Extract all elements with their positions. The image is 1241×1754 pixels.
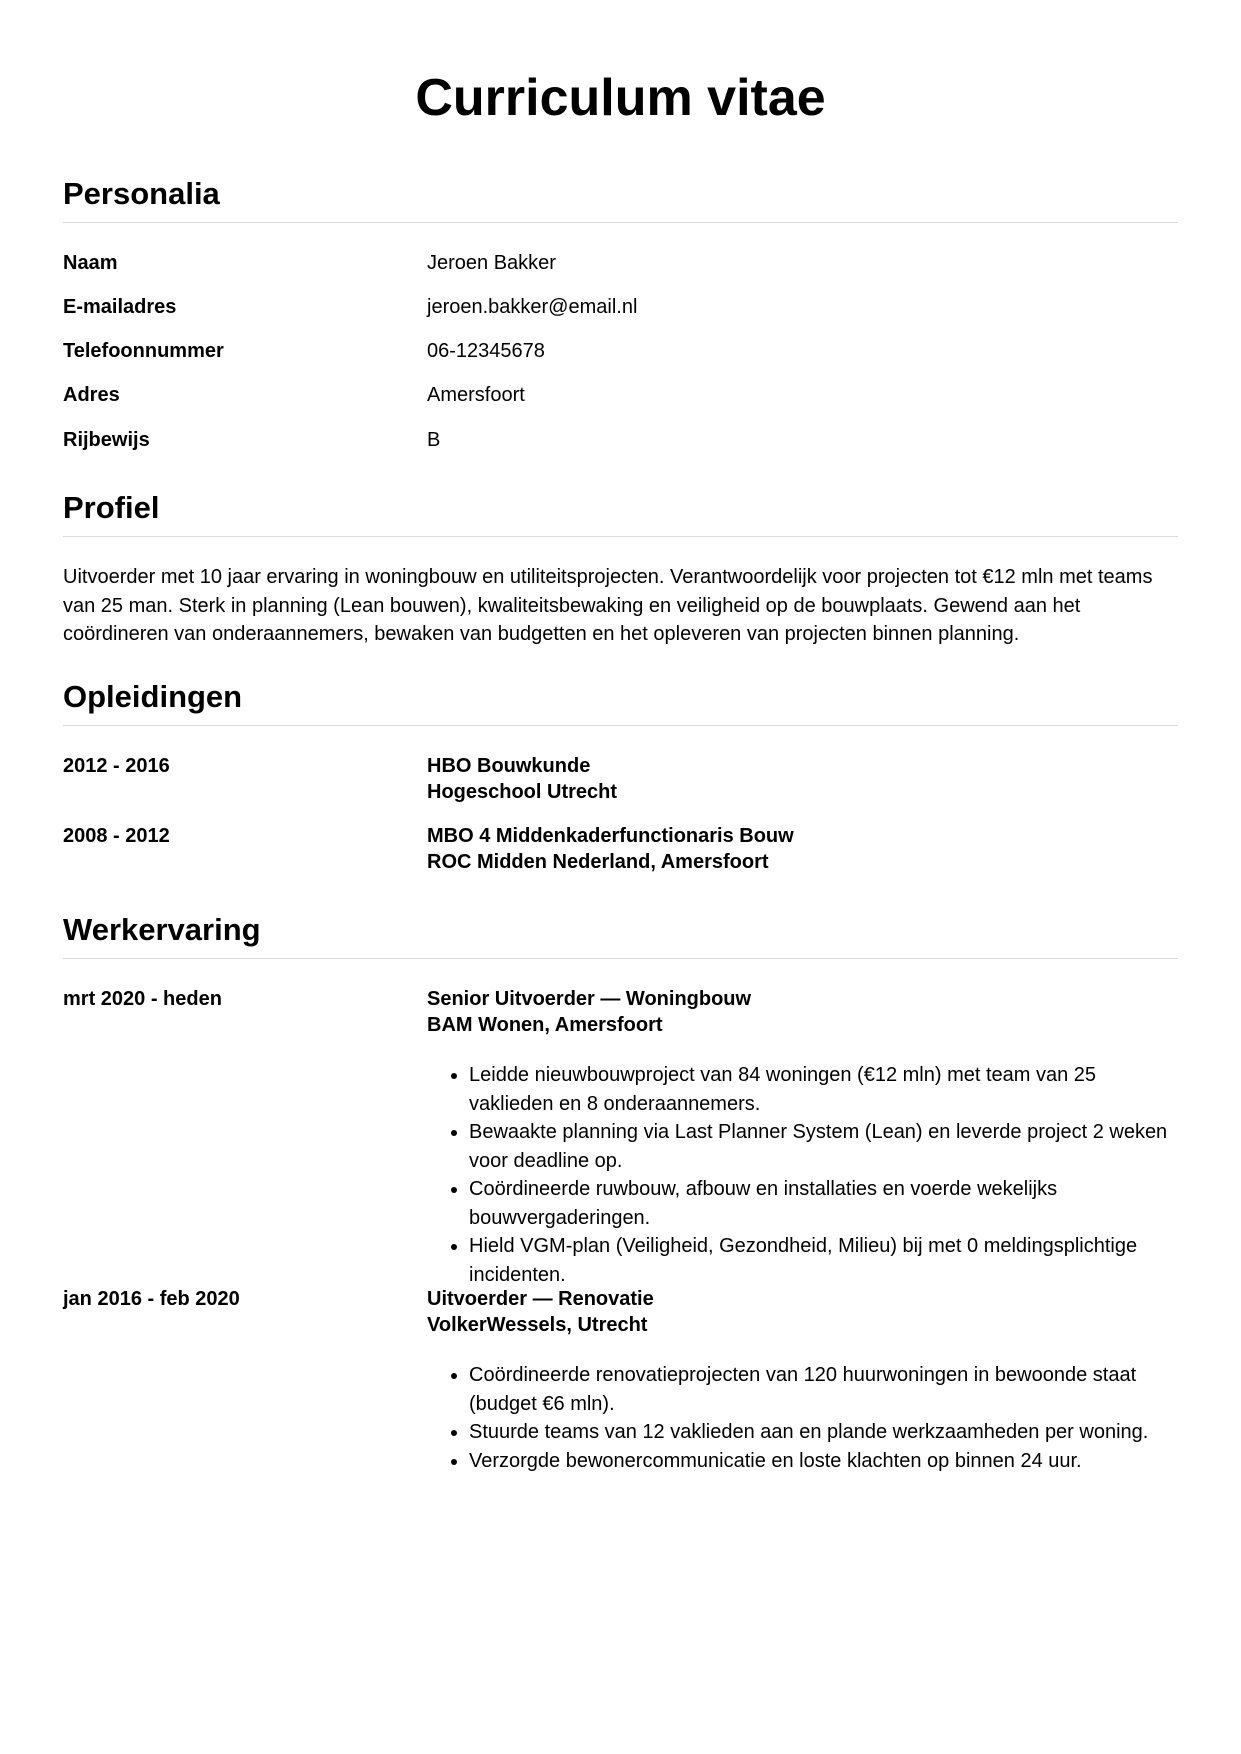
- education-degree: HBO Bouwkunde: [427, 755, 591, 777]
- section-title-profiel: Profiel: [63, 490, 160, 525]
- work-bullet: • Bewaakte planning via Last Planner System (Lean) en leverde project 2 weken voor deadline op.: [469, 1118, 1178, 1175]
- education-degree: MBO 4 Middenkaderfunctionaris Bouw: [427, 825, 794, 847]
- work-bullet: • Stuurde teams van 12 vaklieden aan en plande werkzaamheden per woning.: [469, 1418, 1178, 1447]
- section-title-opleidingen: Opleidingen: [63, 679, 243, 714]
- personalia-value: 06-12345678: [427, 340, 545, 362]
- work-bullet: • Coördineerde renovatieprojecten van 120 huurwoningen in bewoonde staat (budget €6 mln).: [469, 1361, 1178, 1418]
- work-bullet: • Coördineerde ruwbouw, afbouw en installaties en voerde wekelijks bouwvergaderingen.: [469, 1175, 1178, 1232]
- work-period: mrt 2020 - heden: [63, 988, 222, 1010]
- personalia-value: jeroen.bakker@email.nl: [427, 296, 638, 318]
- section-divider: [63, 222, 1178, 223]
- section-divider: [63, 958, 1178, 959]
- education-school: Hogeschool Utrecht: [427, 781, 618, 803]
- education-school: ROC Midden Nederland, Amersfoort: [427, 851, 769, 873]
- personalia-label: Rijbewijs: [63, 429, 150, 451]
- work-bullet: • Verzorgde bewonercommunicatie en loste klachten op binnen 24 uur.: [469, 1447, 1178, 1476]
- work-company: BAM Wonen, Amersfoort: [427, 1014, 663, 1036]
- work-bullets: [427, 1361, 1178, 1475]
- section-title-werkervaring: Werkervaring: [63, 912, 261, 947]
- work-period: jan 2016 - feb 2020: [63, 1288, 240, 1310]
- personalia-value: B: [427, 429, 441, 451]
- section-divider: [63, 725, 1178, 726]
- education-period: 2008 - 2012: [63, 825, 170, 847]
- personalia-label: E-mailadres: [63, 296, 177, 318]
- document-title: Curriculum vitae: [415, 69, 826, 127]
- education-period: 2012 - 2016: [63, 755, 170, 777]
- work-bullets: [427, 1061, 1178, 1289]
- personalia-value: Amersfoort: [427, 384, 525, 406]
- profile-text: Uitvoerder met 10 jaar ervaring in woningbouw en utiliteitsprojecten. Verantwoordelijk voor projecten tot €12 mln met teams van 25 man. Sterk in planning (Lean bouwen), kwaliteitsbewaking en veiligheid op de bouwplaats. Gewend aan het coördineren van onderaannemers, bewaken van budgetten en het opleveren van projecten binnen planning.: [63, 566, 1153, 645]
- personalia-label: Adres: [63, 384, 120, 406]
- work-bullet: • Hield VGM-plan (Veiligheid, Gezondheid, Milieu) bij met 0 meldingsplichtige incidenten.: [469, 1232, 1178, 1289]
- personalia-label: Telefoonnummer: [63, 340, 224, 362]
- section-title-personalia: Personalia: [63, 176, 220, 211]
- work-role: Uitvoerder — Renovatie: [427, 1288, 654, 1310]
- personalia-value: Jeroen Bakker: [427, 252, 556, 274]
- personalia-label: Naam: [63, 252, 118, 274]
- work-company: VolkerWessels, Utrecht: [427, 1314, 648, 1336]
- work-bullet: • Leidde nieuwbouwproject van 84 woningen (€12 mln) met team van 25 vaklieden en 8 onderaannemers.: [469, 1061, 1178, 1118]
- section-divider: [63, 536, 1178, 537]
- work-role: Senior Uitvoerder — Woningbouw: [427, 988, 752, 1010]
